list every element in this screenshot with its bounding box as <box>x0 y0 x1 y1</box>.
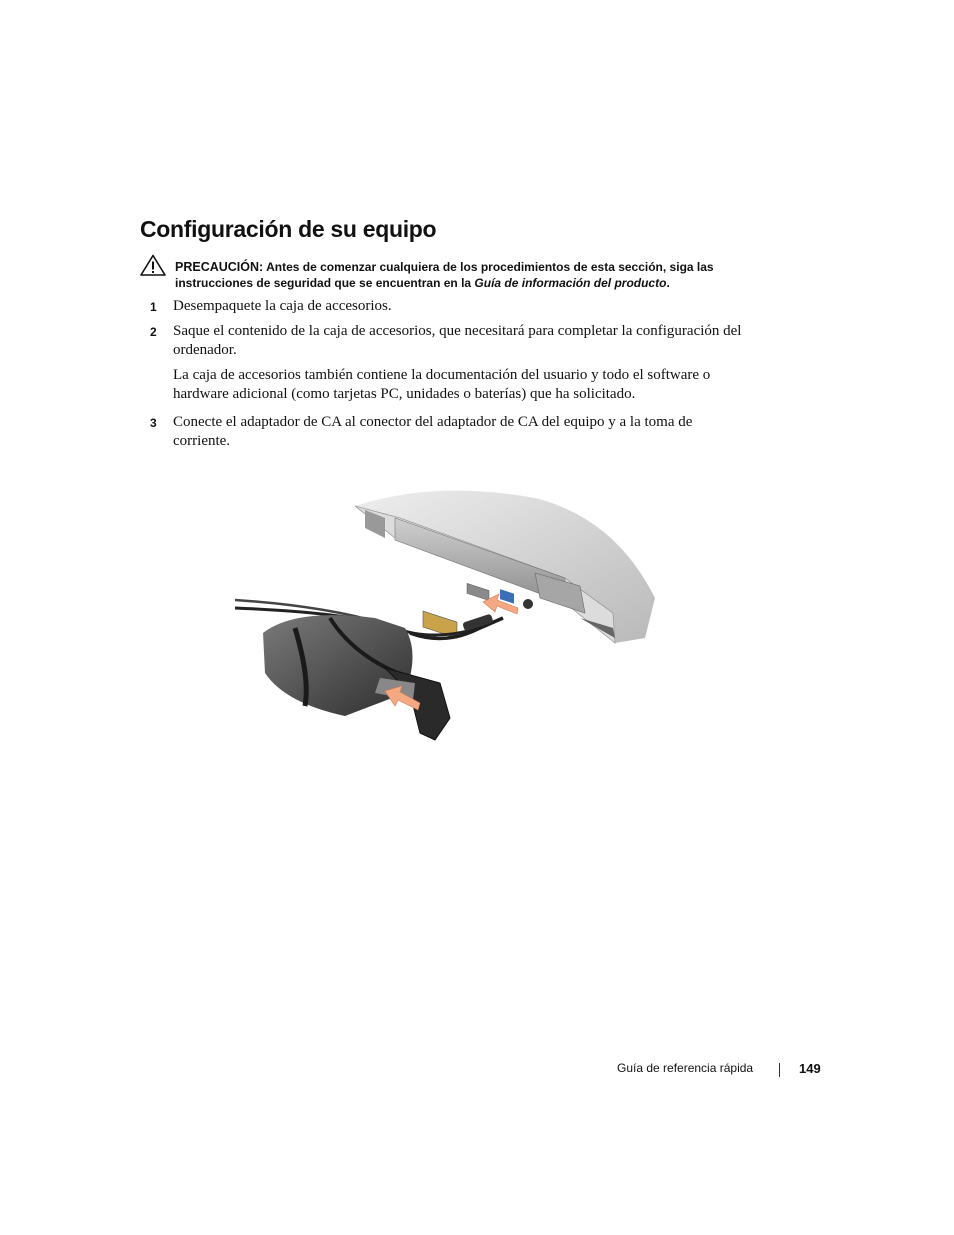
guide-name: Guía de información del producto <box>474 276 667 290</box>
warning-triangle-icon <box>140 254 166 276</box>
ac-adapter-illustration <box>235 478 665 748</box>
caution-text-2: instrucciones de seguridad que se encuentran en la <box>175 276 475 290</box>
step-number: 3 <box>150 416 157 430</box>
footer-guide-title: Guía de referencia rápida <box>617 1061 754 1075</box>
caution-line-1 <box>175 259 714 276</box>
step-2-note: La caja de accesorios también contiene la documentación del usuario y todo el software o hardware adicional (como tarjetas PC, unidades o baterías) que ha solicitado. <box>173 367 711 402</box>
caution-label: PRECAUCIÓN: <box>175 260 264 274</box>
step-text: Conecte el adaptador de CA al conector del adaptador de CA del equipo y a la toma de corriente. <box>173 414 693 449</box>
caution-text-1: Antes de comenzar cualquiera de los procedimientos de esta sección, siga las <box>263 260 714 274</box>
step-text: Desempaquete la caja de accesorios. <box>173 298 392 314</box>
caution-end: . <box>666 276 670 290</box>
step-number: 2 <box>150 325 157 339</box>
footer-divider <box>779 1063 780 1077</box>
page-number: 149 <box>799 1061 821 1076</box>
caution-line-2 <box>175 275 670 292</box>
step-text: Saque el contenido de la caja de accesorios, que necesitará para completar la configuración del ordenador. <box>173 323 742 358</box>
page-title: Configuración de su equipo <box>140 216 437 242</box>
step-number: 1 <box>150 300 157 314</box>
laptop <box>355 491 655 643</box>
